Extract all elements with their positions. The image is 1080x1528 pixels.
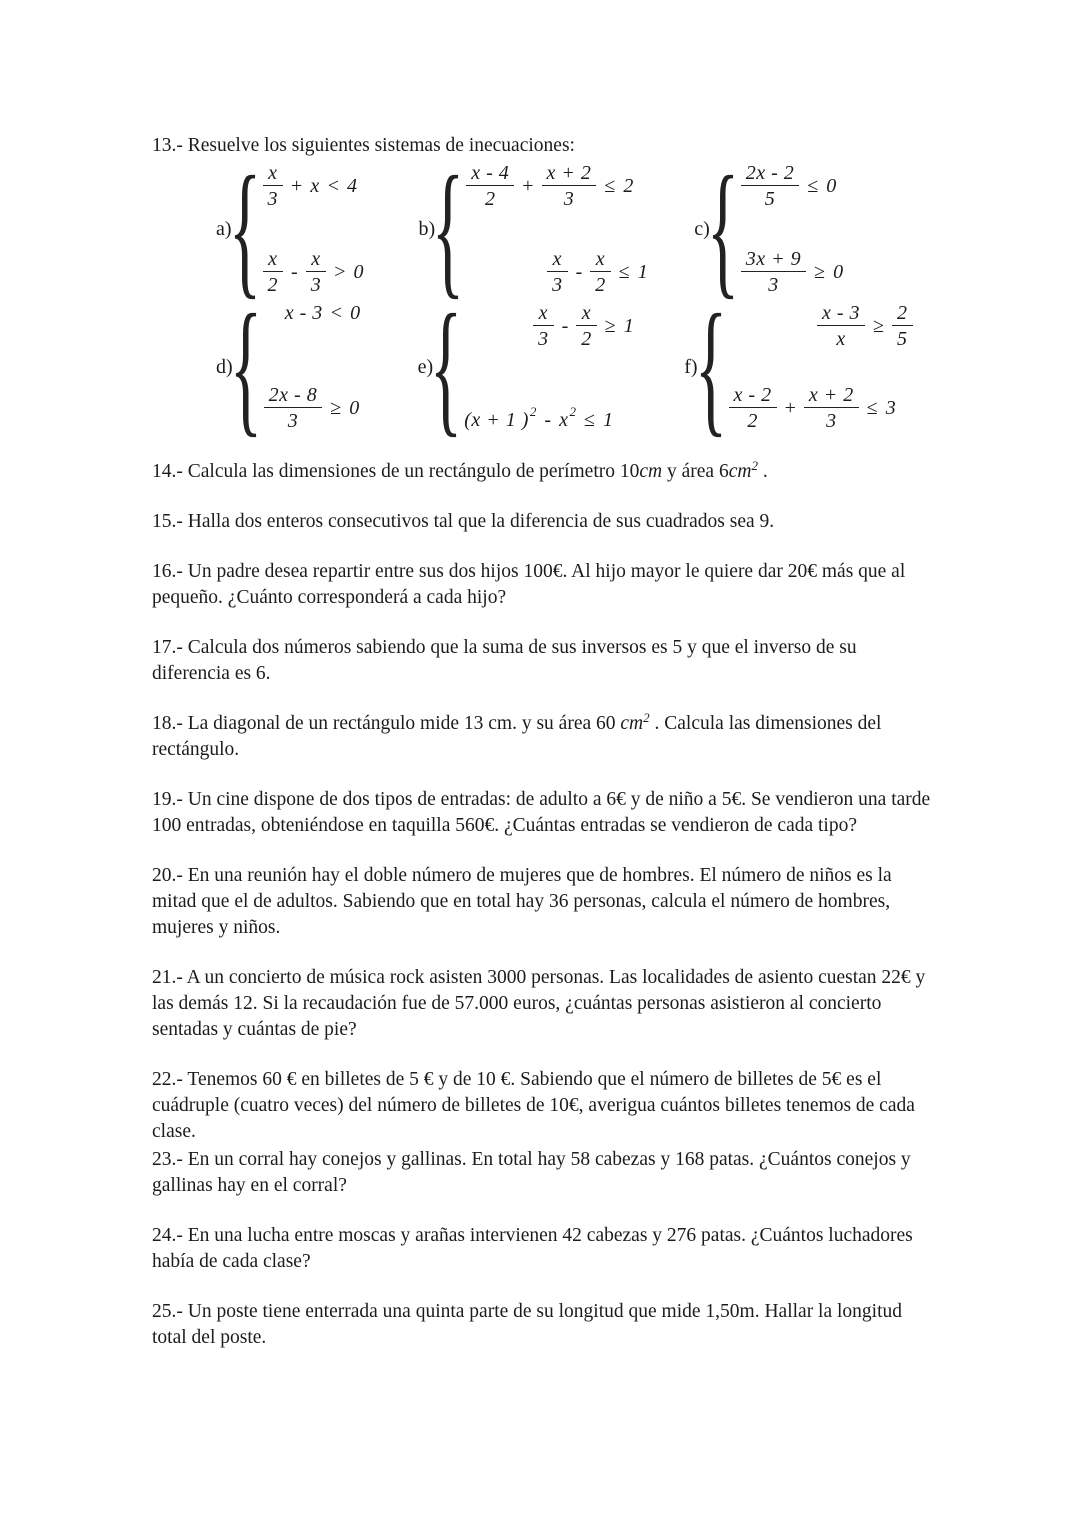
math-expression: 1 — [637, 260, 649, 283]
inequality-row — [729, 384, 897, 432]
problem-20: 20.- En una reunión hay el doble número de mujeres que de hombres. El número de niños es la mitad que el de adultos. Sabiendo que en total hay 36 personas, calcula el número de hombres, mujeres y niños. — [152, 865, 892, 938]
math-expression: x — [310, 174, 320, 197]
fraction-numerator: 2 — [897, 302, 908, 324]
problem-19: 19.- Un cine dispone de dos tipos de entradas: de adulto a 6€ y de niño a 5€. Se vendieron una tarde 100 entradas, obteniéndose en taquilla 560€. ¿Cuántas entradas se vendieron de cada tipo? — [152, 789, 931, 836]
math-operator: ≤ — [807, 174, 819, 197]
system-d — [216, 284, 382, 450]
fraction — [741, 162, 800, 210]
problem-15: 15.- Halla dos enteros consecutivos tal que la diferencia de sus cuadrados sea 9. — [152, 511, 775, 532]
inequality-row — [264, 384, 360, 432]
math-expression: x - 3 — [284, 302, 323, 324]
fraction-denominator: 2 — [484, 188, 496, 210]
fraction — [576, 302, 597, 350]
fraction — [306, 248, 327, 296]
fraction-numerator: x - 3 — [822, 302, 861, 324]
system-equations — [466, 159, 648, 299]
fraction-denominator: 3 — [826, 410, 837, 432]
systems-row-2 — [152, 284, 937, 450]
math-operator: - — [561, 314, 569, 337]
math-unit: cm — [620, 713, 644, 734]
superscript-exponent: 2 — [529, 403, 537, 419]
system-b — [418, 146, 649, 312]
problem-16: 16.- Un padre desea repartir entre sus dos hijos 100€. Al hijo mayor le quiere dar 20€ más que al pequeño. ¿Cuánto corresponderá a cada hijo? — [152, 561, 906, 608]
fraction — [264, 384, 323, 432]
fraction-denominator: 2 — [747, 410, 758, 432]
system-label: b) — [418, 217, 436, 240]
math-operator: + — [784, 396, 796, 419]
system-equations — [741, 159, 917, 299]
inequality-row — [464, 403, 614, 432]
system-equations — [729, 299, 913, 435]
system-equations — [464, 299, 634, 435]
fraction-numerator: x — [311, 248, 321, 270]
math-operator: ≤ — [583, 409, 595, 431]
math-operator: + — [291, 174, 303, 197]
word-problems-list — [152, 459, 937, 1351]
fraction-numerator: x + 2 — [808, 384, 854, 406]
brace-glyph: { — [694, 284, 727, 450]
problem-18: 18.- La diagonal de un rectángulo mide 13 cm. y su área 60 $cm^2$ . Calcula las dimensiones del rectángulo. — [152, 710, 882, 760]
math-expression: 0 — [833, 260, 844, 283]
inequality-row — [533, 302, 634, 350]
system-label: d) — [216, 355, 233, 378]
fraction-denominator: 2 — [595, 274, 606, 296]
inequality-row — [263, 162, 358, 210]
math-operator: ≤ — [618, 260, 630, 283]
brace-glyph: { — [228, 146, 261, 312]
math-unit: cm — [728, 461, 752, 482]
problem-22: 22.- Tenemos 60 € en billetes de 5 € y de 10 €. Sabiendo que el número de billetes de 5€ es el cuádruple (cuatro veces) del número de billetes de 10€, averigua cuántos billetes tenemos de cada clase. — [152, 1069, 915, 1142]
system-equations — [263, 159, 375, 299]
superscript-exponent: 2 — [643, 710, 650, 725]
fraction-denominator: 3 — [538, 328, 549, 350]
fraction-numerator: x — [268, 162, 278, 184]
fraction — [547, 248, 568, 296]
math-expression: 0 — [353, 260, 364, 283]
fraction-denominator: x — [836, 328, 846, 350]
fraction-numerator: x — [595, 248, 606, 270]
fraction-numerator: 2x - 2 — [745, 162, 795, 184]
system-equations — [264, 299, 382, 435]
fraction-denominator: 3 — [768, 274, 779, 296]
fraction — [590, 248, 611, 296]
system-e — [417, 284, 635, 450]
problem-23: 23.- En un corral hay conejos y gallinas. En total hay 58 cabezas y 168 patas. ¿Cuántos conejos y gallinas hay en el corral? — [152, 1149, 911, 1196]
brace-glyph: { — [229, 284, 262, 450]
system-label: f) — [684, 355, 698, 378]
math-operator: < — [330, 302, 343, 324]
fraction-numerator: x — [581, 302, 592, 324]
system-label: c) — [694, 217, 710, 240]
math-expression: x — [559, 409, 569, 431]
fraction-denominator: 2 — [267, 274, 279, 296]
math-operator: < — [327, 174, 339, 197]
brace-glyph: { — [430, 284, 463, 450]
inequality-row — [466, 162, 634, 210]
inequality-row — [741, 162, 837, 210]
math-expression: 0 — [826, 174, 837, 197]
fraction — [263, 248, 284, 296]
math-expression: 0 — [350, 302, 361, 324]
fraction-denominator: 2 — [581, 328, 592, 350]
math-operator: ≥ — [604, 314, 616, 337]
fraction-denominator: 5 — [764, 188, 776, 210]
left-brace — [228, 146, 261, 312]
fraction — [542, 162, 597, 210]
system-label: a) — [216, 217, 232, 240]
systems-row-1 — [152, 146, 937, 312]
fraction-numerator: x — [552, 248, 562, 270]
fraction-numerator: x + 2 — [546, 162, 592, 184]
left-brace — [229, 284, 262, 450]
system-f — [684, 284, 912, 450]
math-expression: 1 — [623, 314, 635, 337]
fraction-denominator: 5 — [897, 328, 908, 350]
fraction — [729, 384, 777, 432]
inequality-row — [263, 248, 364, 296]
math-expression: 2 — [623, 174, 634, 197]
superscript-exponent: 2 — [569, 403, 576, 419]
fraction-denominator: 3 — [563, 188, 575, 210]
fraction-denominator: 3 — [267, 188, 279, 210]
math-operator: ≤ — [604, 174, 616, 197]
fraction — [804, 384, 859, 432]
problem-14: 14.- Calcula las dimensiones de un rectángulo de perímetro 10cm y área $6cm^2$ . — [152, 458, 768, 482]
fraction-numerator: 3x + 9 — [745, 248, 802, 270]
fraction — [533, 302, 554, 350]
system-label: e) — [417, 355, 434, 378]
math-expression: 3 — [885, 396, 897, 419]
fraction — [263, 162, 284, 210]
problem-17: 17.- Calcula dos números sabiendo que la suma de sus inversos es 5 y que el inverso de su diferencia es 6. — [152, 637, 857, 684]
inequality-row — [817, 302, 913, 350]
problem-25: 25.- Un poste tiene enterrada una quinta parte de su longitud que mide 1,50m. Hallar la longitud total del poste. — [152, 1301, 903, 1348]
fraction — [466, 162, 514, 210]
math-expression: 1 — [602, 409, 614, 431]
math-operator: ≥ — [814, 260, 826, 283]
math-operator: - — [544, 409, 552, 431]
left-brace — [706, 146, 739, 312]
inequality-systems-block — [152, 146, 937, 450]
left-brace — [432, 146, 465, 312]
fraction — [892, 302, 913, 350]
math-unit: cm — [639, 461, 663, 482]
inequality-row — [547, 248, 648, 296]
fraction — [741, 248, 806, 296]
fraction-numerator: x - 4 — [471, 162, 510, 184]
inequality-row — [285, 302, 361, 325]
math-operator: - — [575, 260, 583, 283]
fraction-numerator: x - 2 — [733, 384, 772, 406]
problem-21: 21.- A un concierto de música rock asisten 3000 personas. Las localidades de asiento cuestan 22€ y las demás 12. Si la recaudación fue de 57.000 euros, ¿cuántas personas asistieron al concierto sentadas y cuántas de pie? — [152, 967, 926, 1040]
math-expression: (x + 1 ) — [464, 409, 529, 431]
math-operator: ≥ — [330, 396, 342, 419]
fraction-numerator: x — [538, 302, 548, 324]
math-expression: 0 — [349, 396, 360, 419]
math-operator: ≤ — [866, 396, 878, 419]
left-brace — [694, 284, 727, 450]
math-operator: > — [334, 260, 346, 283]
math-expression: 4 — [347, 174, 358, 197]
math-operator: ≥ — [873, 314, 885, 337]
problem-24: 24.- En una lucha entre moscas y arañas intervienen 42 cabezas y 276 patas. ¿Cuántos luchadores había de cada clase? — [152, 1225, 913, 1272]
fraction-denominator: 3 — [287, 410, 299, 432]
exercise-13-title: 13.- Resuelve los siguientes sistemas de inecuaciones: — [152, 135, 575, 156]
math-operator: + — [522, 174, 534, 197]
system-c — [694, 146, 917, 312]
fraction-numerator: 2x - 8 — [268, 384, 318, 406]
math-operator: - — [291, 260, 298, 283]
superscript-exponent: 2 — [751, 458, 758, 473]
fraction-denominator: 3 — [552, 274, 563, 296]
brace-glyph: { — [432, 146, 465, 312]
left-brace — [430, 284, 463, 450]
fraction — [817, 302, 865, 350]
brace-glyph: { — [706, 146, 739, 312]
inequality-row — [741, 248, 844, 296]
fraction-numerator: x — [268, 248, 278, 270]
system-a — [216, 146, 375, 312]
fraction-denominator: 3 — [310, 274, 322, 296]
